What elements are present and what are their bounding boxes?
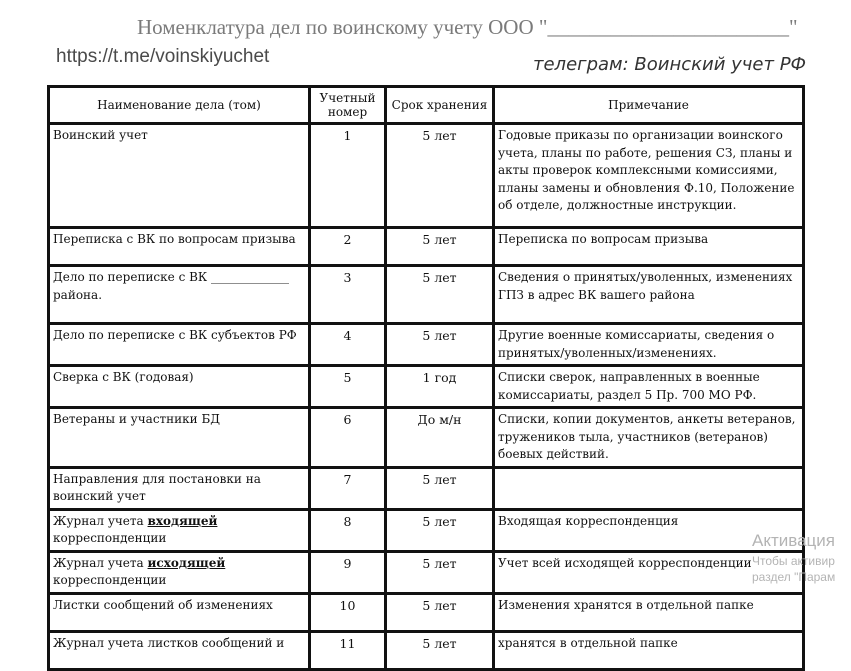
cell-term: 5 лет: [386, 228, 494, 266]
cell-note: Годовые приказы по организации воинского учета, планы по работе, решения СЗ, планы и акты проверок комплексными комиссиями, планы замены и обновления Ф.10, Положение об отделе, должностные инструкции.: [494, 124, 804, 228]
cell-name-suffix: корреспонденции: [53, 531, 167, 545]
watermark-line-2: Чтобы активир: [752, 554, 835, 568]
cell-name: Листки сообщений об изменениях: [49, 593, 310, 631]
cell-name-prefix: Журнал учета: [53, 555, 148, 570]
column-header-term: Срок хранения: [386, 87, 494, 124]
cell-name: Переписка с ВК по вопросам призыва: [49, 228, 310, 266]
cell-name: Дело по переписке с ВК субъектов РФ: [49, 324, 310, 366]
watermark-line-1: Активация: [752, 531, 835, 550]
watermark-line-3: раздел "Парам: [752, 570, 836, 584]
cell-name: Сверка с ВК (годовая): [49, 366, 310, 408]
table-row: [49, 551, 804, 593]
cell-number: 10: [310, 593, 386, 631]
cell-term: 5 лет: [386, 324, 494, 366]
table-row: [49, 593, 804, 631]
cell-name: [49, 509, 310, 551]
cell-number: 3: [310, 266, 386, 324]
cell-number: 1: [310, 124, 386, 228]
cell-term: 5 лет: [386, 124, 494, 228]
cell-name: Воинский учет: [49, 124, 310, 228]
cell-number: 2: [310, 228, 386, 266]
column-header-note: Примечание: [494, 87, 804, 124]
cell-term: 5 лет: [386, 266, 494, 324]
table-row: [49, 631, 804, 669]
cell-number: 6: [310, 408, 386, 468]
cell-number: 11: [310, 631, 386, 669]
page-title: Номенклатура дел по воинскому учету ООО "_______________________": [137, 15, 798, 39]
cell-name: [49, 551, 310, 593]
cell-note: хранятся в отдельной папке: [494, 631, 804, 669]
cell-name-suffix: корреспонденции: [53, 573, 167, 587]
table-row: [49, 324, 804, 366]
cell-name: Направления для постановки на воинский учет: [49, 467, 310, 509]
table-row: [49, 124, 804, 228]
cell-note: Изменения хранятся в отдельной папке: [494, 593, 804, 631]
windows-activation-watermark: [752, 531, 835, 584]
table-row: [49, 266, 804, 324]
cell-note: [494, 467, 804, 509]
column-header-number: Учетный номер: [310, 87, 386, 124]
table-row: [49, 228, 804, 266]
cell-name: Журнал учета листков сообщений и: [49, 631, 310, 669]
cell-term: 5 лет: [386, 551, 494, 593]
cell-note: Сведения о принятых/уволенных, изменениях ГПЗ в адрес ВК вашего района: [494, 266, 804, 324]
cell-name-highlight: входящей: [147, 513, 218, 528]
cell-note: Переписка по вопросам призыва: [494, 228, 804, 266]
column-header-name: Наименование дела (том): [49, 87, 310, 124]
cell-note: Списки, копии документов, анкеты ветеранов, тружеников тыла, участников (ветеранов) боевых действий.: [494, 408, 804, 468]
table-header-row: [49, 87, 804, 124]
cell-note: Входящая корреспонденция: [494, 509, 804, 551]
cell-number: 4: [310, 324, 386, 366]
cell-term: 5 лет: [386, 593, 494, 631]
table-row: [49, 509, 804, 551]
cell-note: Учет всей исходящей корреспонденции: [494, 551, 804, 593]
cell-term: 1 год: [386, 366, 494, 408]
cell-note: Списки сверок, направленных в военные комиссариаты, раздел 5 Пр. 700 МО РФ.: [494, 366, 804, 408]
cell-number: 9: [310, 551, 386, 593]
telegram-link[interactable]: https://t.me/voinskiyuchet: [56, 46, 270, 67]
cell-name: Дело по переписке с ВК _____________ района.: [49, 266, 310, 324]
cell-term: До м/н: [386, 408, 494, 468]
cell-term: 5 лет: [386, 631, 494, 669]
cell-number: 7: [310, 467, 386, 509]
telegram-caption: телеграм: Воинский учет РФ: [533, 54, 807, 75]
cell-name-prefix: Журнал учета: [53, 513, 148, 528]
cell-name: Ветераны и участники БД: [49, 408, 310, 468]
cell-term: 5 лет: [386, 467, 494, 509]
table-row: [49, 366, 804, 408]
cell-number: 5: [310, 366, 386, 408]
cell-note: Другие военные комиссариаты, сведения о принятых/уволенных/изменениях.: [494, 324, 804, 366]
table-row: [49, 408, 804, 468]
cell-name-highlight: исходящей: [147, 555, 226, 570]
table-row: [49, 467, 804, 509]
cell-term: 5 лет: [386, 509, 494, 551]
cell-number: 8: [310, 509, 386, 551]
nomenclature-table: [47, 85, 805, 671]
